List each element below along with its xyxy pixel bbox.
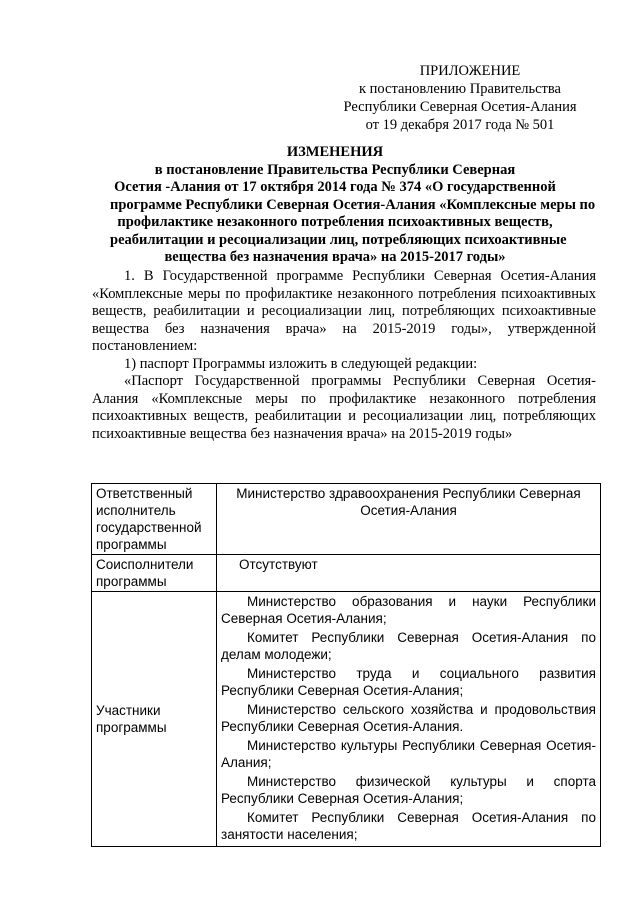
appendix-block <box>330 62 590 134</box>
table-row <box>92 592 601 847</box>
paragraph-3: «Паспорт Государственной программы Республики Северная Осетия-Алания «Комплексные меры по профилактике незаконного потребления психоактивных веществ, реабилитации и ресоциализации лиц, потребляющих психоактивные вещества без назначения врача» на 2015-2019 годы» <box>92 373 596 442</box>
heading-line: вещества без назначения врача» на 2015-2017 годы» <box>164 249 506 265</box>
participant-item: Министерство физической культуры и спорта Республики Северная Осетия-Алания; <box>221 774 596 806</box>
row-label-coexecutors: Соисполнители программы <box>92 555 217 592</box>
appendix-line-1: к постановлению Правительства <box>359 81 561 97</box>
heading-title: ИЗМЕНЕНИЯ <box>286 144 384 160</box>
body-text <box>92 268 596 443</box>
table-row <box>92 555 601 592</box>
appendix-line-2: Республики Северная Осетия-Алания <box>343 99 577 115</box>
participant-item: Министерство образования и науки Республики Северная Осетия-Алания; <box>221 594 596 626</box>
participant-item: Министерство сельского хозяйства и продовольствия Республики Северная Осетия-Алания. <box>221 702 596 734</box>
heading-line: в постановление Правительства Республики Северная <box>154 161 516 178</box>
row-value-participants <box>217 592 601 847</box>
document-heading <box>110 144 596 267</box>
heading-line: реабилитации и ресоциализации лиц, потребляющих психоактивные <box>110 231 567 248</box>
passport-table <box>91 483 601 847</box>
participant-item: Министерство труда и социального развития Республики Северная Осетия-Алания; <box>221 666 596 698</box>
heading-line: программе Республики Северная Осетия-Алания «Комплексные меры по <box>110 196 596 213</box>
table-row <box>92 484 601 555</box>
row-label-participants: Участники программы <box>92 592 217 847</box>
row-value-responsible: Министерство здравоохранения Республики Северная Осетия-Алания <box>217 484 601 555</box>
participant-item: Министерство культуры Республики Северная Осетия-Алания; <box>221 738 596 770</box>
paragraph-2: 1) паспорт Программы изложить в следующей редакции: <box>124 355 478 372</box>
heading-line: профилактике незаконного потребления психоактивных веществ, <box>117 214 553 230</box>
row-label-responsible: Ответственный исполнитель государственной программы <box>92 484 217 555</box>
row-value-coexecutors: Отсутствуют <box>217 555 601 592</box>
appendix-title: ПРИЛОЖЕНИЕ <box>419 63 521 79</box>
participant-item: Комитет Республики Северная Осетия-Алания по делам молодежи; <box>221 630 596 662</box>
participant-item: Комитет Республики Северная Осетия-Алания по занятости населения; <box>221 810 596 842</box>
appendix-line-3: от 19 декабря 2017 года № 501 <box>365 117 555 133</box>
heading-line: Осетия -Алания от 17 октября 2014 года № 374 «О государственной <box>114 179 556 195</box>
paragraph-1: 1. В Государственной программе Республики Северная Осетия-Алания «Комплексные меры по профилактике незаконного потребления психоактивных веществ, реабилитации и ресоциализации лиц, потребляющих психоактивные вещества без назначения врача» на 2015-2019 годы», утвержденной постановлением: <box>92 268 596 354</box>
